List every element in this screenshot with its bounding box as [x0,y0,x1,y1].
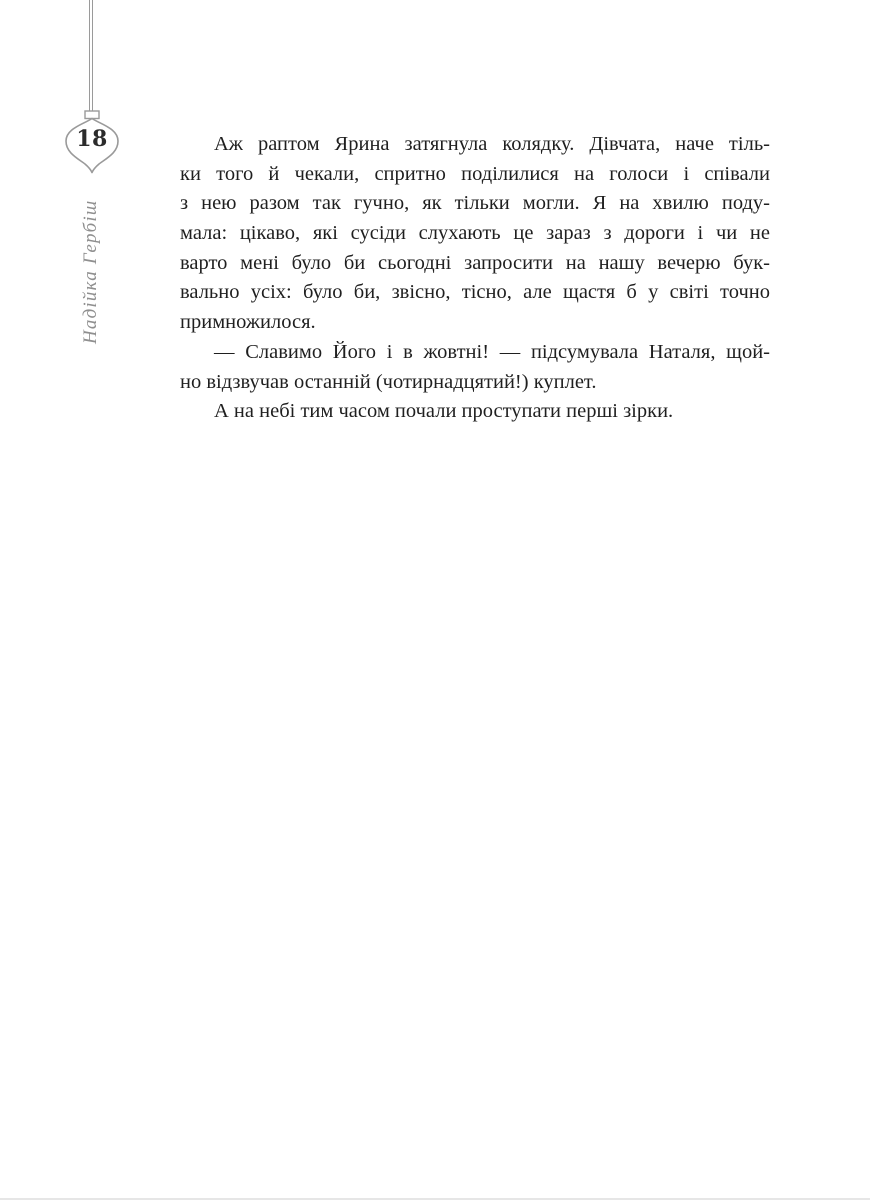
text-line: но відзвучав останній (чотирнадцятий!) куплет. [180,370,597,393]
text-line: Аж раптом Ярина затягнула колядку. Дівчата, наче тіль- [214,133,770,155]
author-sidebar-text: Надійка Гербіш [80,199,101,344]
text-line: мала: цікаво, які сусіди слухають це зараз з дороги і чи не [180,222,770,245]
text-line: примножилося. [180,311,316,334]
text-line: ки того й чекали, спритно поділилися на голоси і співали [180,162,770,185]
body-text [180,130,770,427]
page-number: 18 [76,126,108,152]
ornament-string-decoration [89,0,93,112]
text-line: А на небі тим часом почали проступати перші зірки. [214,400,674,423]
text-line: вально усіх: було би, звісно, тісно, але щастя б у світі точно [180,281,770,304]
text-line: з нею разом так гучно, як тільки могли. Я на хвилю поду- [180,192,770,215]
text-line: варто мені було би сьогодні запросити на нашу вечерю бук- [180,251,770,274]
text-line: — Славимо Його і в жовтні! — підсумувала Наталя, щой- [214,340,770,363]
